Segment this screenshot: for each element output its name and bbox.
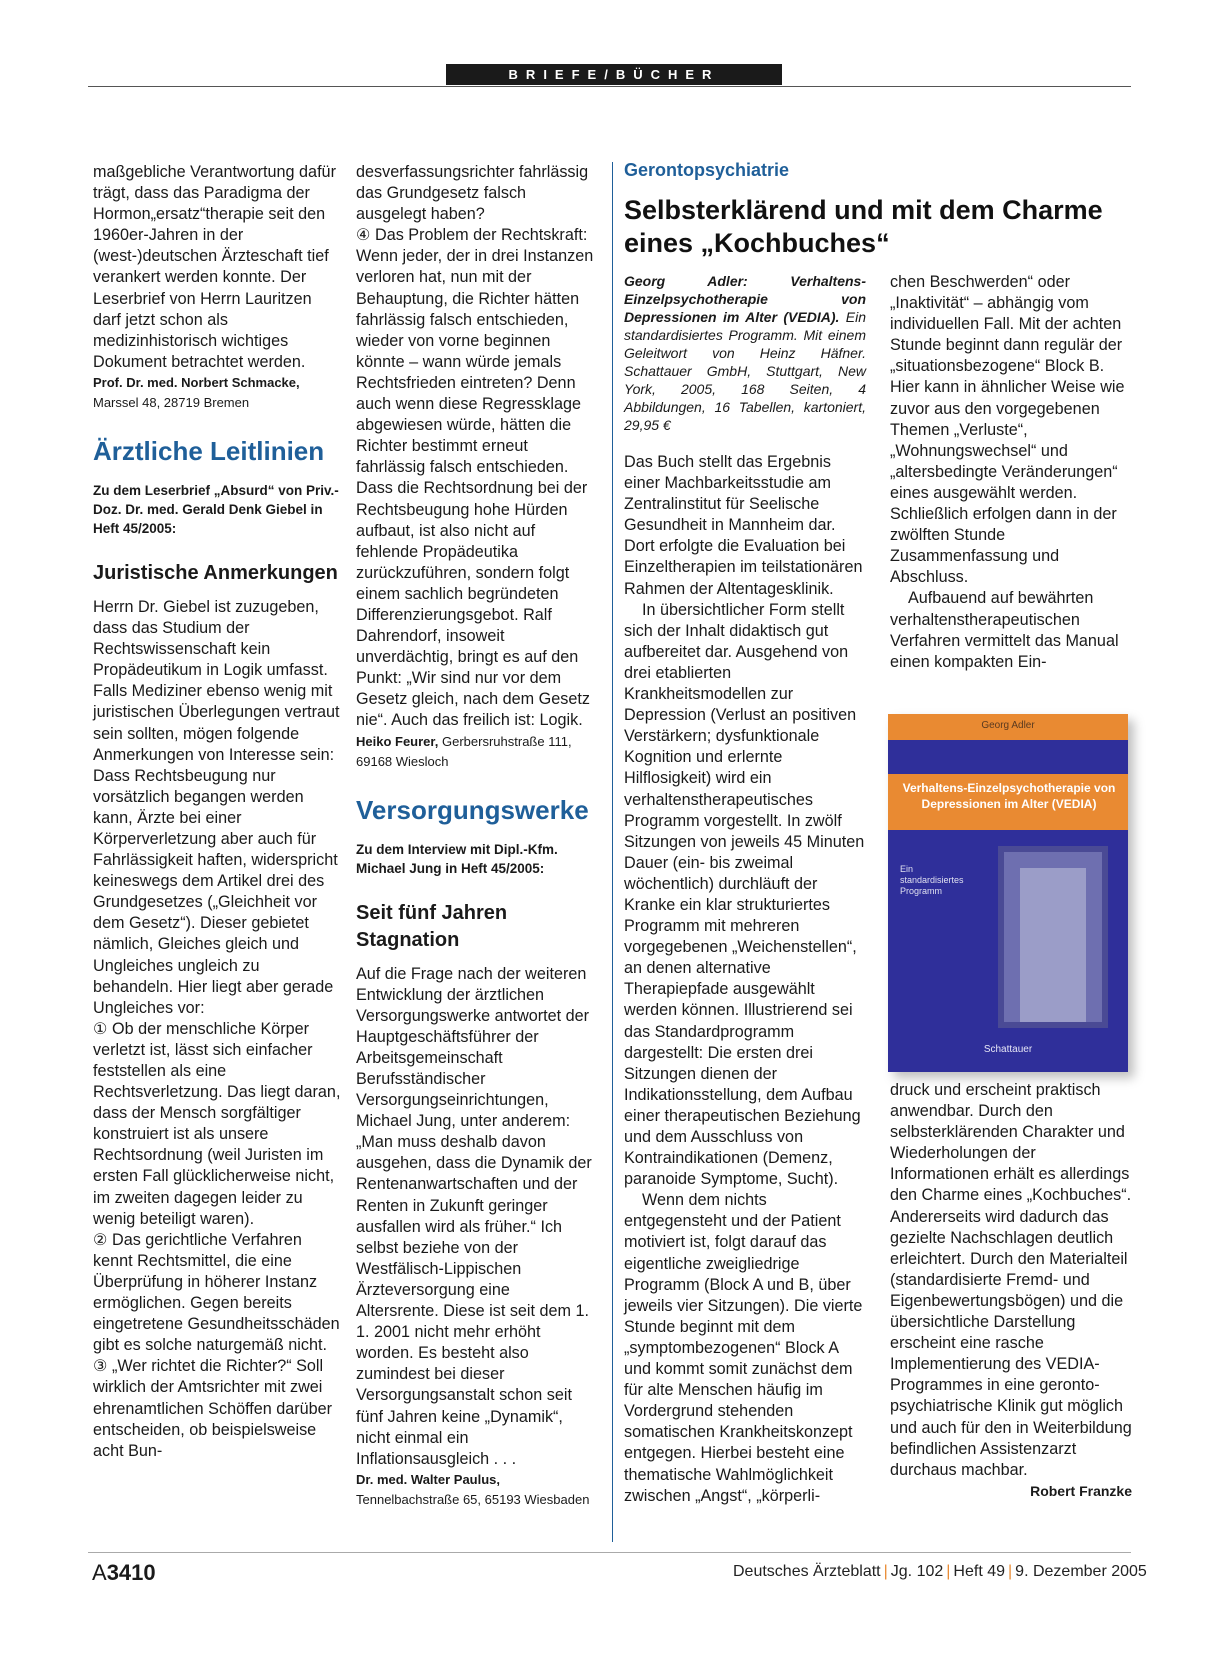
column-1 bbox=[93, 162, 341, 1462]
review-text: Aufbauend auf bewährten verhaltenstherapeutischen Verfahren vermittelt das Manual einen kompakten Ein- bbox=[890, 589, 1119, 671]
journal-issue: Heft 49 bbox=[953, 1563, 1006, 1580]
letter-text: ④ Das Problem der Rechtskraft: Wenn jeder, der in drei Instanzen verloren hat, nun mit der Behauptung, die Richter hätten fahrlässig falsch entschieden, wieder von vorne beginnen könnte – wann würde jemals Rechtsfrieden eintreten? Denn auch wenn diese Regressklage abgewiesen würde, hätten die Richter bestimmt erneut fahrlässig falsch entschieden. bbox=[356, 226, 594, 477]
author-address: Tennelbachstraße 65, 65193 Wiesbaden bbox=[356, 1491, 590, 1507]
reviewer-name: Robert Franzke bbox=[1030, 1482, 1132, 1499]
book-reference bbox=[624, 272, 866, 434]
page-prefix: A bbox=[92, 1560, 107, 1585]
section-tag: BRIEFE/BÜCHER bbox=[446, 64, 782, 85]
column-4-continued bbox=[890, 1080, 1132, 1502]
column-2 bbox=[356, 162, 596, 1510]
author-name: Heiko Feurer, bbox=[356, 733, 439, 749]
section-heading-leitlinien: Ärztliche Leitlinien bbox=[93, 435, 325, 466]
author-address: Marssel 48, 28719 Bremen bbox=[93, 394, 250, 410]
journal-name: Deutsches Ärzteblatt bbox=[733, 1563, 881, 1580]
cover-subtitle: Ein standardisiertes Programm bbox=[900, 864, 964, 896]
header-rule bbox=[88, 86, 1131, 87]
review-text: chen Beschwerden“ oder „Inaktivität“ – abhängig vom individuellen Fall. Mit der achten Stunde beginnt dann regulär der „situationsbezogene“ Block B. Hier kann in ähnlicher Weise wie zuvor aus den vorgegebenen Themen „Verluste“, „Wohnungswechsel“ und „altersbedingte Veränderungen“ eines ausgewählt werden. Schließlich erfolgen dann in der zwölften Stunde Zusammenfassung und Abschluss. bbox=[890, 273, 1125, 587]
cover-doorway-image bbox=[998, 846, 1108, 1028]
review-kicker: Gerontopsychiatrie bbox=[624, 160, 790, 180]
review-divider bbox=[612, 162, 613, 1542]
letter-text: Dass Rechtsbeugung nur vorsätzlich begangen werden kann, Ärzte bei einer Körperverletzung aber auch für Fahrlässigkeit haften, widerspricht keineswegs dem Artikel drei des Grundgesetzes („Gleichheit vor dem Gesetz“). Dieser gebietet nämlich, Gleiches gleich und Ungleiches ungleich zu behandeln. Hier liegt aber gerade Ungleiches vor: bbox=[93, 766, 338, 1017]
letter-text: desverfassungsrichter fahrlässig das Grundgesetz falsch ausgelegt haben? bbox=[356, 163, 589, 224]
letter-signature bbox=[93, 373, 341, 413]
footer-rule bbox=[88, 1552, 1131, 1553]
letter-text: ① Ob der menschliche Körper verletzt ist, lässt sich einfacher feststellen als eine Rechtsverletzung. Das liegt daran, dass der Mensch sorgfältiger konstruiert ist als unsere Rechtsordnung (weil Juristen im ersten Fall glücklicherweise nicht, im zweiten dagegen leider zu wenig beteiligt waren). bbox=[93, 1019, 341, 1228]
review-text: Das Buch stellt das Ergebnis einer Machbarkeitsstudie am Zentralinstitut für Seelische Gesundheit in Mannheim dar. Dort erfolgte die Evaluation bei Einzeltherapien im teilstationären Rahmen der Altentagesklinik. bbox=[624, 453, 863, 598]
column-3 bbox=[624, 272, 866, 1507]
letter-text: Auf die Frage nach der weiteren Entwicklung der ärztlichen Versorgungswerke antwortet der Hauptgeschäftsführer der Arbeitsgemeinschaft Berufsständischer Versorgungseinrichtungen, Michael Jung, unter anderem: „Man muss deshalb davon ausgehen, dass die Dynamik der Rentenanwartschaften und der Renten in Zukunft geringer ausfallen wird als früher.“ Ich selbst beziehe von der Westfälisch-Lippischen Ärzteversorgung eine Altersrente. Diese ist seit dem 1. 1. 2001 nicht mehr erhöht worden. Es besteht also zumindest bei dieser Versorgungsanstalt schon seit fünf Jahren keine „Dynamik“, nicht einmal ein Inflationsausgleich . . . bbox=[356, 964, 592, 1468]
review-text: druck und erscheint praktisch anwendbar. Durch den selbsterklärenden Charakter und Wiederholungen der Informationen erhält es allerdings den Charme eines „Kochbuches“. Andererseits wird dadurch das gezielte Nachschlagen deutlich erleichtert. Durch den Materialteil (standardisierte Fremd- und Eigenbewertungsbögen) und die übersichtliche Darstellung erscheint eine rasche Implementierung des VEDIA-Programmes in eine geronto-psychiatrische Klinik gut möglich und auch für den in Weiterbildung befindlichen Assistenzarzt durchaus machbar. bbox=[890, 1081, 1132, 1479]
cover-author: Georg Adler bbox=[981, 720, 1035, 731]
letter-signature bbox=[356, 732, 596, 772]
book-cover bbox=[888, 714, 1128, 1072]
book-details: Ein standardisiertes Programm. Mit einem Geleitwort von Heinz Häfner. Schattauer GmbH, Stuttgart, New York, 2005, 168 Seiten, 4 Abbildungen, 16 Tabellen, kartoniert, 29,95 € bbox=[624, 309, 866, 433]
journal-date: 9. Dezember 2005 bbox=[1015, 1563, 1147, 1580]
cover-title: Verhaltens-Einzelpsychotherapie von Depressionen im Alter (VEDIA) bbox=[902, 781, 1116, 811]
section-heading-versorgung: Versorgungswerke bbox=[356, 794, 589, 825]
column-4 bbox=[890, 272, 1132, 673]
cover-publisher: Schattauer bbox=[983, 1044, 1033, 1055]
letter-text: ② Das gerichtliche Verfahren kennt Rechtsmittel, die eine Überprüfung in höherer Instanz ermöglichen. Gegen bereits eingetretene Gesundheitsschäden gibt es solche naturgemäß nicht. bbox=[93, 1230, 340, 1355]
book-author-title: Georg Adler: Verhaltens-Einzelpsychotherapie von Depressionen im Alter (VEDIA). bbox=[624, 273, 866, 325]
cover-doorway-light bbox=[1020, 868, 1086, 1022]
letter-signature bbox=[356, 1470, 596, 1510]
review-title: Selbsterklärend und mit dem Charme eines „Kochbuches“ bbox=[624, 195, 1103, 258]
letter-title: Seit fünf Jahren Stagnation bbox=[356, 901, 508, 951]
page-number-value: 3410 bbox=[106, 1560, 156, 1585]
page-number bbox=[92, 1560, 156, 1586]
review-text: In übersichtlicher Form stellt sich der Inhalt didaktisch gut aufbereitet dar. Ausgehend von drei etablierten Krankheitsmodellen zur Depression (Verlust an positiven Verstärkern; dysfunktionale Kognition und erlernte Hilflosigkeit) wird ein verhaltenstherapeutisches Programm vorgestellt. In zwölf Sitzungen von jeweils 45 Minuten Dauer (ein- bis zweimal wöchentlich) durchläuft der Kranke ein klar strukturiertes Programm mit mehreren vorgegebenen „Weichenstellen“, an denen alternative Therapiepfade ausgewählt werden können. Illustrierend sei das Standardprogramm dargestellt: Die ersten drei Sitzungen dienen der Indikationsstellung, dem Aufbau einer therapeutischen Beziehung und dem Ausschluss von Kontraindikationen (Demenz, paranoide Symptome, Sucht). bbox=[624, 600, 865, 1189]
letter-text: Dass die Rechtsordnung bei der Rechtsbeugung hohe Hürden aufbaut, ist also nicht auf fehlende Propädeutika zurückzuführen, sondern folgt einem sachlich begründeten Differenzierungsgebot. Ralf Dahrendorf, insoweit unverdächtig, bringt es auf den Punkt: „Wir sind nur vor dem Gesetz gleich, nach dem Gesetz nie“. Auch das freilich ist: Logik. bbox=[356, 479, 590, 730]
review-text: Wenn dem nichts entgegensteht und der Patient motiviert ist, folgt darauf das eigentliche zweigliedrige Programm (Block A und B, über jeweils vier Sitzungen). Die vierte Stunde beginnt mit dem „symptombezogenen“ Block A und kommt somit zunächst dem für alte Menschen häufig im Vordergrund stehenden somatischen Krankheitskonzept entgegen. Hierbei besteht eine thematische Wahlmöglichkeit zwischen „Angst“, „körperli- bbox=[624, 1191, 863, 1505]
author-name: Prof. Dr. med. Norbert Schmacke, bbox=[93, 374, 300, 390]
footer-citation: Deutsches Ärzteblatt | Jg. 102 | Heft 49 | 9. Dezember 2005 bbox=[733, 1563, 1147, 1580]
journal-volume: Jg. 102 bbox=[890, 1563, 944, 1580]
letter-text: ③ „Wer richtet die Richter?“ Soll wirklich der Amtsrichter mit zwei ehrenamtlichen Schöffen darüber entscheiden, ob beispielsweise acht Bun- bbox=[93, 1357, 333, 1460]
letter-title: Juristische Anmerkungen bbox=[93, 561, 338, 584]
author-address: Gerbersruhstraße 111, 69168 Wiesloch bbox=[356, 733, 572, 769]
letter-text: Herrn Dr. Giebel ist zuzugeben, dass das Studium der Rechtswissenschaft kein Propädeutikum in Logik umfasst. Falls Mediziner ebenso wenig mit juristischen Überlegungen vertraut sein sollten, mögen folgende Anmerkungen von Interesse sein: bbox=[93, 597, 340, 764]
letter-intro: Zu dem Leserbrief „Absurd“ von Priv.-Doz. Dr. med. Gerald Denk Giebel in Heft 45/2005: bbox=[93, 482, 339, 536]
author-name: Dr. med. Walter Paulus, bbox=[356, 1471, 501, 1487]
letter-text: maßgebliche Verantwortung dafür trägt, dass das Paradigma der Hormon„ersatz“therapie seit den 1960er-Jahren in der (west-)deutschen Ärzteschaft tief verankert werden konnte. Der Leserbrief von Herrn Lauritzen darf jetzt schon als medizinhistorisch wichtiges Dokument betrachtet werden. bbox=[93, 163, 336, 371]
letter-intro: Zu dem Interview mit Dipl.-Kfm. Michael Jung in Heft 45/2005: bbox=[356, 841, 558, 876]
